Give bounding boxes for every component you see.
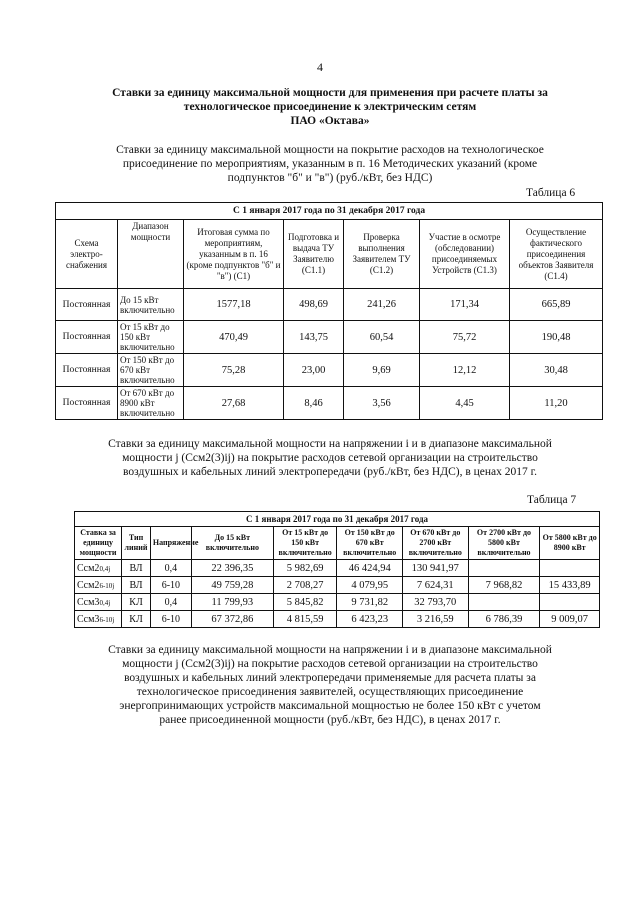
c14-cell: 11,20 bbox=[510, 387, 603, 420]
rate-cell bbox=[75, 594, 122, 611]
table-row bbox=[56, 289, 603, 321]
scheme-cell: Постоянная bbox=[56, 354, 118, 387]
c12-cell: 3,56 bbox=[344, 387, 420, 420]
c1-cell: 75,28 bbox=[184, 354, 284, 387]
range-cell: От 670 кВт до 8900 кВт включительно bbox=[118, 387, 184, 420]
c11-cell: 143,75 bbox=[284, 321, 344, 354]
c11-cell: 8,46 bbox=[284, 387, 344, 420]
rate-subscript: 6-10j bbox=[99, 615, 115, 624]
table6-header-c1: Итоговая сумма по мероприятиям, указанным в п. 16 (кроме подпунктов "б" и "в") (С1) bbox=[184, 220, 284, 289]
table6-intro bbox=[70, 143, 590, 185]
voltage-cell: 0,4 bbox=[150, 594, 191, 611]
table7-header-v4: От 670 кВт до 2700 кВт включительно bbox=[403, 527, 469, 560]
v3-cell: 6 423,23 bbox=[337, 611, 403, 628]
table-row bbox=[75, 594, 600, 611]
table7-header-v1: До 15 кВт включительно bbox=[191, 527, 273, 560]
type-cell: КЛ bbox=[122, 611, 151, 628]
table7-period: С 1 января 2017 года по 31 декабря 2017 года bbox=[75, 512, 600, 527]
v2-cell: 2 708,27 bbox=[273, 577, 337, 594]
table7-header-type: Тип линий bbox=[122, 527, 151, 560]
table-7 bbox=[74, 511, 600, 628]
intro6-line-2: присоединение по мероприятиям, указанным в п. 16 Методических указаний (кроме bbox=[122, 158, 538, 170]
v6-cell bbox=[540, 560, 600, 577]
rate-symbol: Cсм3 bbox=[77, 596, 100, 608]
v3-cell: 4 079,95 bbox=[337, 577, 403, 594]
v2-cell: 5 982,69 bbox=[273, 560, 337, 577]
rate-cell bbox=[75, 560, 122, 577]
range-cell: До 15 кВт включительно bbox=[118, 289, 184, 321]
table-row bbox=[75, 577, 600, 594]
outro-line-6: ранее присоединенной мощности (руб./кВт, без НДС), в ценах 2017 г. bbox=[159, 714, 501, 726]
table7-header-v5: От 2700 кВт до 5800 кВт включительно bbox=[468, 527, 540, 560]
c12-cell: 60,54 bbox=[344, 321, 420, 354]
rate-cell bbox=[75, 577, 122, 594]
outro-line-1: Ставки за единицу максимальной мощности на напряжении i и в диапазоне максимальной bbox=[108, 644, 552, 656]
table7-intro bbox=[70, 437, 590, 479]
rate-subscript: 6-10j bbox=[99, 581, 115, 590]
c14-cell: 190,48 bbox=[510, 321, 603, 354]
c14-cell: 30,48 bbox=[510, 354, 603, 387]
c1-cell: 1577,18 bbox=[184, 289, 284, 321]
outro-line-5: энергопринимающих устройств максимальной мощностью не более 150 кВт с учетом bbox=[119, 700, 541, 712]
c11-cell: 498,69 bbox=[284, 289, 344, 321]
v5-cell bbox=[468, 594, 540, 611]
outro-line-2: мощности j (Cсм2(3)ij) на покрытие расходов сетевой организации на строительство bbox=[122, 658, 538, 670]
rate-cell bbox=[75, 611, 122, 628]
range-cell: От 15 кВт до 150 кВт включительно bbox=[118, 321, 184, 354]
rate-subscript: 0,4j bbox=[99, 598, 111, 607]
page-number: 4 bbox=[317, 60, 323, 74]
c14-cell: 665,89 bbox=[510, 289, 603, 321]
v1-cell: 67 372,86 bbox=[191, 611, 273, 628]
c11-cell: 23,00 bbox=[284, 354, 344, 387]
table6-header-c11: Подготовка и выдача ТУ Заявителю (С1.1) bbox=[284, 220, 344, 289]
table-row bbox=[75, 560, 600, 577]
c12-cell: 9,69 bbox=[344, 354, 420, 387]
v3-cell: 9 731,82 bbox=[337, 594, 403, 611]
table7-header-v3: От 150 кВт до 670 кВт включительно bbox=[337, 527, 403, 560]
title-line-3: ПАО «Октава» bbox=[290, 115, 370, 127]
rate-subscript: 0,4j bbox=[99, 564, 111, 573]
table7-label: Таблица 7 bbox=[527, 494, 577, 506]
v4-cell: 3 216,59 bbox=[403, 611, 469, 628]
voltage-cell: 6-10 bbox=[150, 611, 191, 628]
outro-paragraph bbox=[70, 643, 590, 727]
scheme-cell: Постоянная bbox=[56, 321, 118, 354]
table6-header-scheme: Схема электро-снабжения bbox=[56, 220, 118, 289]
v5-cell: 7 968,82 bbox=[468, 577, 540, 594]
table7-header-v6: От 5800 кВт до 8900 кВт bbox=[540, 527, 600, 560]
v6-cell: 15 433,89 bbox=[540, 577, 600, 594]
c1-cell: 27,68 bbox=[184, 387, 284, 420]
document-title bbox=[70, 86, 590, 128]
title-line-2: технологическое присоединение к электрическим сетям bbox=[183, 101, 477, 113]
c13-cell: 4,45 bbox=[420, 387, 510, 420]
v4-cell: 32 793,70 bbox=[403, 594, 469, 611]
title-line-1: Ставки за единицу максимальной мощности для применения при расчете платы за bbox=[112, 87, 548, 99]
table-row bbox=[56, 387, 603, 420]
v5-cell bbox=[468, 560, 540, 577]
intro6-line-3: подпунктов "б" и "в") (руб./кВт, без НДС) bbox=[227, 172, 433, 184]
v4-cell: 7 624,31 bbox=[403, 577, 469, 594]
table6-header-range: Диапазон мощности bbox=[118, 220, 184, 289]
table6-header-c14: Осуществление фактического присоединения объектов Заявителя (С1.4) bbox=[510, 220, 603, 289]
v6-cell bbox=[540, 594, 600, 611]
scheme-cell: Постоянная bbox=[56, 387, 118, 420]
table7-header-rate: Ставка за единицу мощности bbox=[75, 527, 122, 560]
rate-symbol: Cсм2 bbox=[77, 562, 100, 574]
type-cell: ВЛ bbox=[122, 560, 151, 577]
table7-header-v2: От 15 кВт до 150 кВт включительно bbox=[273, 527, 337, 560]
scheme-cell: Постоянная bbox=[56, 289, 118, 321]
v1-cell: 22 396,35 bbox=[191, 560, 273, 577]
v2-cell: 5 845,82 bbox=[273, 594, 337, 611]
type-cell: ВЛ bbox=[122, 577, 151, 594]
v2-cell: 4 815,59 bbox=[273, 611, 337, 628]
table6-header-c13: Участие в осмотре (обследовании) присоединяемых Устройств (С1.3) bbox=[420, 220, 510, 289]
rate-symbol: Cсм3 bbox=[77, 613, 100, 625]
intro6-line-1: Ставки за единицу максимальной мощности на покрытие расходов на технологическое bbox=[116, 144, 544, 156]
c13-cell: 12,12 bbox=[420, 354, 510, 387]
table6-header-c12: Проверка выполнения Заявителем ТУ (С1.2) bbox=[344, 220, 420, 289]
rate-symbol: Cсм2 bbox=[77, 579, 100, 591]
intro7-line-2: мощности j (Cсм2(3)ij) на покрытие расходов сетевой организации на строительство bbox=[122, 452, 538, 464]
c12-cell: 241,26 bbox=[344, 289, 420, 321]
v4-cell: 130 941,97 bbox=[403, 560, 469, 577]
table7-header-voltage: Напряжение bbox=[150, 527, 191, 560]
voltage-cell: 6-10 bbox=[150, 577, 191, 594]
v1-cell: 49 759,28 bbox=[191, 577, 273, 594]
voltage-cell: 0,4 bbox=[150, 560, 191, 577]
c13-cell: 171,34 bbox=[420, 289, 510, 321]
intro7-line-3: воздушных и кабельных линий электропередачи (руб./кВт, без НДС), в ценах 2017 г. bbox=[123, 466, 537, 478]
table-row bbox=[56, 354, 603, 387]
v1-cell: 11 799,93 bbox=[191, 594, 273, 611]
table-row bbox=[56, 321, 603, 354]
outro-line-3: воздушных и кабельных линий электропередачи применяемые для расчета платы за bbox=[124, 672, 536, 684]
v6-cell: 9 009,07 bbox=[540, 611, 600, 628]
intro7-line-1: Ставки за единицу максимальной мощности на напряжении i и в диапазоне максимальной bbox=[108, 438, 552, 450]
table6-period: С 1 января 2017 года по 31 декабря 2017 года bbox=[56, 203, 603, 220]
c13-cell: 75,72 bbox=[420, 321, 510, 354]
v5-cell: 6 786,39 bbox=[468, 611, 540, 628]
table6-label: Таблица 6 bbox=[526, 187, 576, 199]
v3-cell: 46 424,94 bbox=[337, 560, 403, 577]
type-cell: КЛ bbox=[122, 594, 151, 611]
c1-cell: 470,49 bbox=[184, 321, 284, 354]
table-row bbox=[75, 611, 600, 628]
outro-line-4: технологическое присоединения заявителей, осуществляющих присоединение bbox=[136, 686, 524, 698]
table-6 bbox=[55, 202, 603, 420]
range-cell: От 150 кВт до 670 кВт включительно bbox=[118, 354, 184, 387]
